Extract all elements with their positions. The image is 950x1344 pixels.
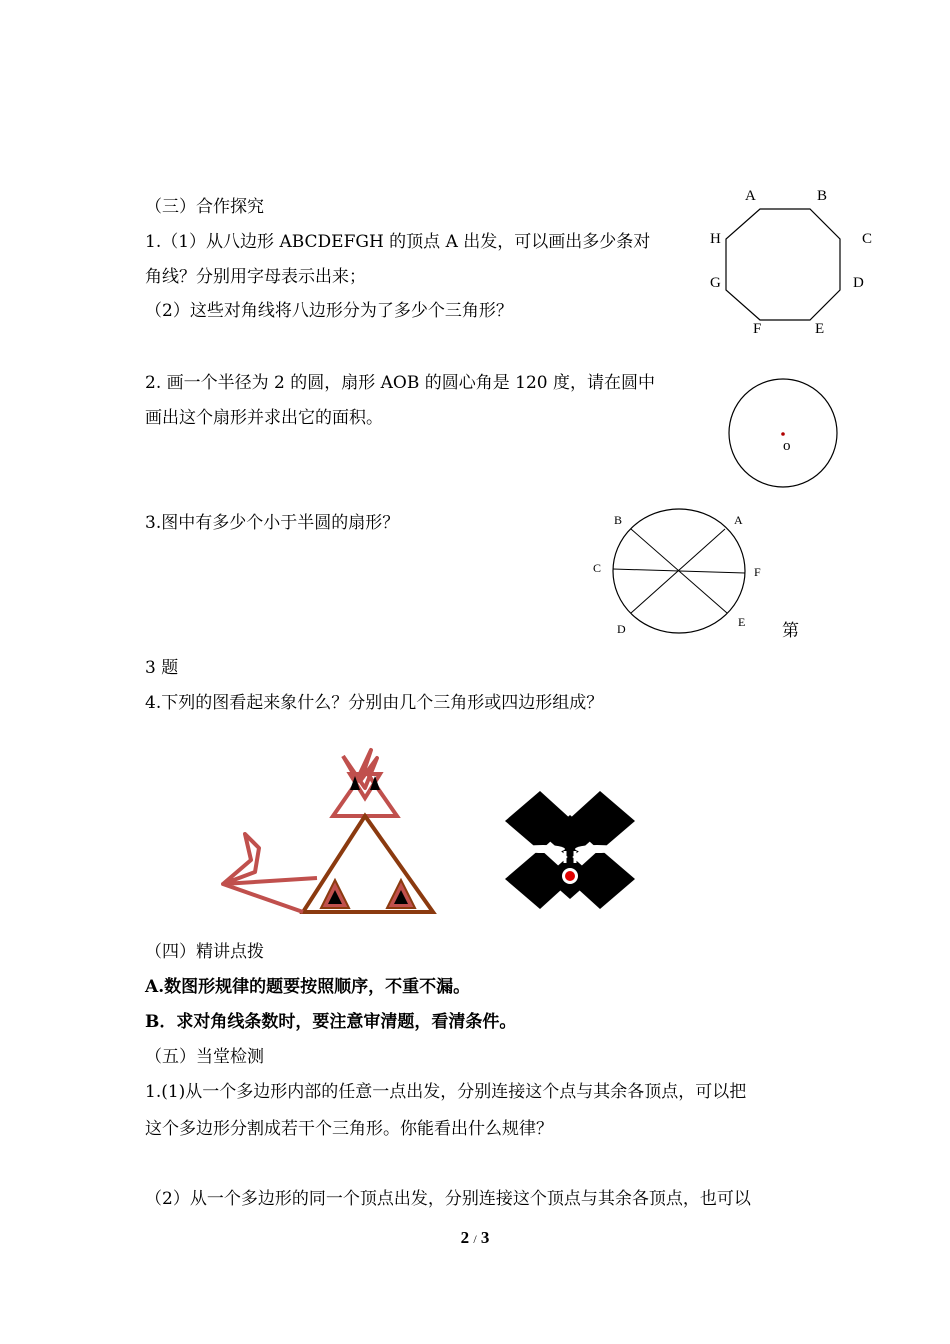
octagon-shape	[726, 209, 840, 320]
fox-tail	[223, 834, 317, 912]
point-b: B．求对角线条数时，要注意审清题，看清条件。	[145, 1012, 517, 1032]
check-q2-line1: （2）从一个多边形的同一个顶点出发，分别连接这个顶点与其余各顶点，也可以	[145, 1189, 751, 1209]
sector-label-a: A	[734, 513, 743, 527]
q2-line2: 画出这个扇形并求出它的面积。	[145, 408, 383, 428]
q4-line1: 4.下列的图看起来象什么？分别由几个三角形或四边形组成？	[145, 693, 604, 713]
face-mouth	[565, 871, 575, 881]
octagon-label-g: G	[710, 275, 721, 291]
point-a: A.数图形规律的题要按照顺序，不重不漏。	[145, 977, 471, 997]
octagon-label-e: E	[815, 321, 825, 337]
fox-figure	[215, 740, 445, 920]
face-eye-left	[521, 845, 565, 853]
q1-line1: 1.（1）从八边形 ABCDEFGH 的顶点 A 出发，可以画出多少条对	[145, 232, 651, 252]
q3-suffix: 第	[782, 621, 799, 641]
octagon-label-a: A	[745, 188, 756, 204]
page-footer	[0, 1228, 950, 1248]
q2-line1: 2. 画一个半径为 2 的圆，扇形 AOB 的圆心角是 120 度，请在圆中	[145, 373, 656, 393]
sector-figure	[585, 505, 775, 645]
octagon-figure	[700, 180, 890, 340]
page-total: 3	[480, 1228, 490, 1247]
sector-label-b: B	[614, 513, 623, 527]
q3-line2: 3 题	[145, 658, 179, 678]
fox-body	[303, 816, 433, 912]
q1-line3: （2）这些对角线将八边形分为了多少个三角形？	[145, 301, 513, 321]
check-q1-line2: 这个多边形分割成若干个三角形。你能看出什么规律？	[145, 1119, 553, 1139]
sector-label-d: D	[617, 622, 626, 636]
octagon-label-h: H	[710, 231, 721, 247]
center-label: o	[783, 438, 791, 454]
center-point	[781, 432, 785, 436]
face-eye-right	[575, 845, 619, 853]
q1-line2: 角线？分别用字母表示出来；	[145, 267, 366, 287]
face-figure	[495, 785, 645, 915]
page-separator: /	[473, 1232, 477, 1246]
sector-label-e: E	[738, 615, 746, 629]
octagon-label-c: C	[862, 231, 873, 247]
octagon-label-b: B	[817, 188, 828, 204]
circle-figure	[720, 375, 850, 500]
check-q1-line1: 1.(1)从一个多边形内部的任意一点出发，分别连接这个点与其余各顶点，可以把	[145, 1082, 747, 1102]
octagon-label-d: D	[853, 275, 864, 291]
page-number: 2	[460, 1228, 470, 1247]
sector-label-f: F	[754, 565, 761, 579]
q3-line1: 3.图中有多少个小于半圆的扇形？	[145, 513, 400, 533]
octagon-label-f: F	[753, 321, 762, 337]
section5-heading: （五）当堂检测	[145, 1047, 264, 1067]
section3-heading: （三）合作探究	[145, 197, 264, 217]
sector-label-c: C	[593, 561, 602, 575]
section4-heading: （四）精讲点拨	[145, 942, 264, 962]
